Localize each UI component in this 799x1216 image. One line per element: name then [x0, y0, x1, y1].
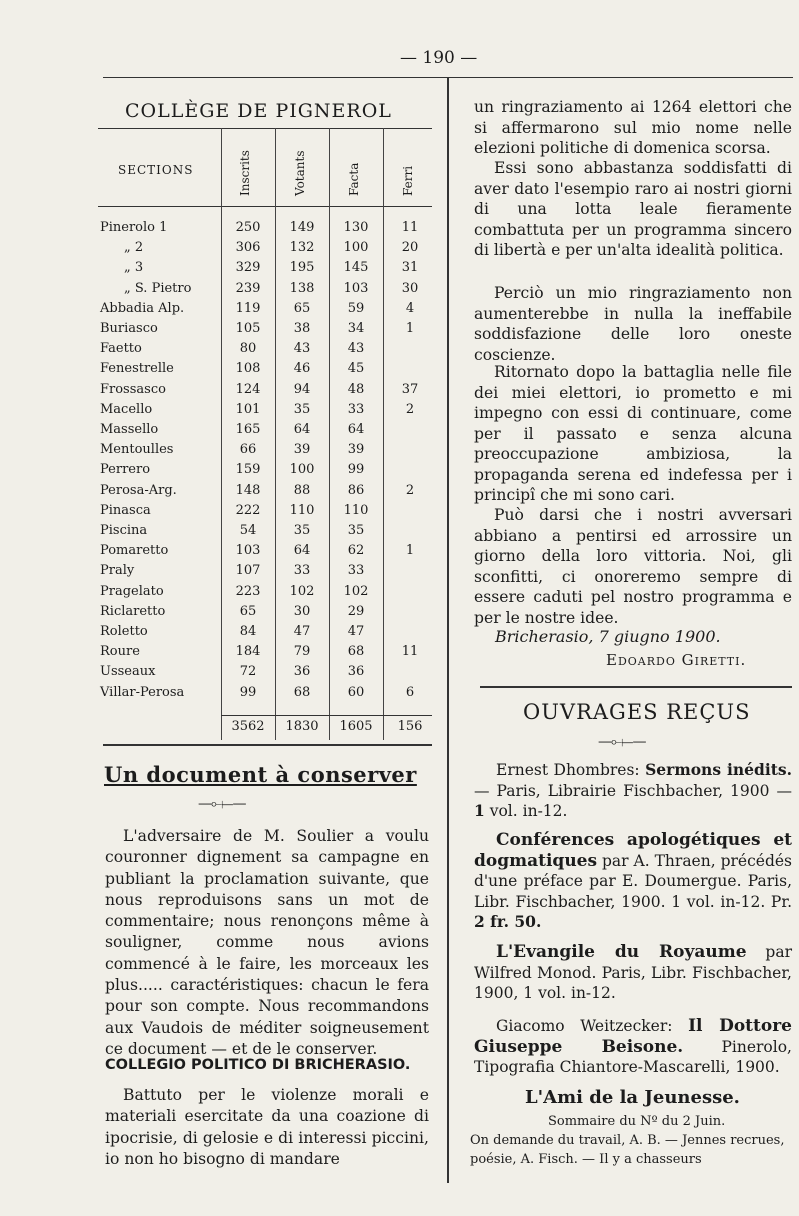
cell-votants: 43	[293, 341, 311, 357]
cell-votants: 38	[293, 321, 311, 336]
table-row	[98, 220, 432, 240]
table-row	[98, 361, 432, 381]
cell-facta: 59	[347, 300, 365, 316]
proclamation-p5: Può darsi che i nostri avversari abbiano a pentirsi ed arrossire un giorno della loro vittoria. Noi, gli sconfitti, ci onoreremo sempre di essere caduti pel nostro programma e per le nostre idee.	[474, 506, 792, 627]
book-title: Sermons inédits.	[645, 760, 792, 779]
cell-facta: 86	[347, 482, 365, 498]
ornament: —⟜⟝—	[198, 796, 246, 812]
section-name: Riclaretto	[100, 603, 166, 619]
cell-inscrits: 105	[235, 321, 261, 336]
section-name: Macello	[100, 401, 153, 417]
section-name: Perrero	[100, 462, 151, 478]
section-rule	[480, 686, 792, 688]
cell-inscrits: 72	[239, 664, 257, 680]
table-title: COLLÈGE DE PIGNEROL	[125, 100, 392, 122]
section-name: Massello	[100, 422, 159, 437]
collegio-heading: COLLEGIO POLITICO DI BRICHERASIO.	[105, 1057, 411, 1073]
cell-votants: 149	[289, 220, 315, 235]
book-title: Il Dottore Giuseppe Beisone.	[474, 1016, 792, 1057]
cell-votants: 64	[293, 422, 311, 437]
cell-inscrits: 329	[235, 260, 261, 276]
section-name: Pinasca	[100, 502, 151, 518]
section-name: Usseaux	[100, 664, 156, 680]
cell-facta: 103	[343, 280, 369, 296]
cell-facta: 29	[347, 603, 365, 619]
section-name: Piscina	[100, 523, 148, 538]
col-header-inscrits: Inscrits	[238, 150, 252, 196]
cell-votants: 47	[293, 624, 311, 639]
section-name: Abbadia Alp.	[100, 300, 185, 316]
book-details: — Paris, Librairie Fischbacher, 1900 —	[474, 781, 792, 800]
table-row	[98, 462, 432, 482]
book-details: Pinerolo, Tipografia Chiantore-Mascarelli, 1900.	[474, 1037, 792, 1076]
ornament: —⟜⟝—	[598, 734, 646, 750]
cell-ferri: 1	[405, 543, 415, 559]
col-header-votants: Votants	[293, 150, 307, 196]
total-ferri: 156	[397, 719, 423, 734]
section-name: „ S. Pietro	[124, 280, 192, 296]
col-header-facta: Facta	[347, 162, 361, 196]
cell-votants: 110	[289, 502, 315, 518]
table-row	[98, 685, 432, 705]
book-title: L'Evangile du Royaume	[496, 942, 747, 962]
cell-ferri: 37	[401, 381, 419, 397]
cell-votants: 195	[289, 260, 315, 276]
sommaire: Sommaire du Nº du 2 Juin.	[548, 1114, 726, 1129]
article-intro: L'adversaire de M. Soulier a voulu couronner dignement sa campagne en publiant la proclamation suivante, que nous reproduisons sans un mot de commentaire; nous renonçons même à souligner, comme nous avions commencé à le faire, les morceaux les plus..... caractéristiques: chacun le fera pour son compte. Nous recommandons aux Vaudois de méditer soigneusement ce document — et de le conserver.	[105, 827, 429, 1058]
book-volume: 1	[474, 801, 485, 820]
table-row	[98, 260, 432, 280]
proclamation-p2: Essi sono abbastanza soddisfatti di aver dato l'esempio raro ai nostri giorni di una lotta leale fieramente combattuta per un programma sincero di libertà e per un'alta idealità politica.	[474, 159, 792, 259]
proclamation-start: Battuto per le violenze morali e materiali esercitate da una coazione di ipocrisie, di gelosie e di interessi piccini, io non ho bisogno di mandare	[105, 1086, 429, 1168]
column-divider	[447, 78, 449, 1183]
cell-inscrits: 223	[235, 583, 261, 599]
section-name: „ 2	[124, 240, 144, 256]
table-row	[98, 503, 432, 523]
cell-facta: 110	[343, 502, 369, 518]
cell-ferri: 2	[405, 482, 415, 498]
section-name: Faetto	[100, 341, 142, 357]
cell-facta: 102	[343, 583, 369, 599]
table-row	[98, 664, 432, 684]
section-name: Perosa-Arg.	[100, 482, 177, 498]
cell-facta: 64	[347, 422, 365, 437]
cell-inscrits: 65	[239, 603, 257, 619]
cell-facta: 48	[347, 381, 365, 397]
cell-inscrits: 165	[235, 422, 261, 437]
total-inscrits: 3562	[231, 719, 265, 734]
cell-votants: 132	[289, 240, 315, 256]
cell-inscrits: 250	[235, 220, 261, 235]
totals-rule	[221, 715, 432, 716]
cell-votants: 68	[293, 684, 311, 700]
book-author: Giacomo Weitzecker:	[496, 1017, 689, 1035]
cell-votants: 138	[289, 280, 315, 296]
table-row	[98, 382, 432, 402]
section-name: Roure	[100, 644, 140, 660]
cell-votants: 35	[293, 523, 311, 538]
table-row	[98, 483, 432, 503]
cell-inscrits: 239	[235, 280, 261, 296]
cell-ferri: 11	[401, 644, 419, 660]
table-row	[98, 341, 432, 361]
cell-votants: 33	[293, 563, 311, 579]
cell-inscrits: 103	[235, 543, 261, 559]
cell-facta: 145	[343, 260, 369, 276]
cell-inscrits: 84	[239, 624, 257, 639]
article-title: Un document à conserver	[104, 762, 417, 787]
section-name: Praly	[100, 563, 135, 579]
cell-facta: 60	[347, 684, 365, 700]
page-number: — 190 —	[400, 48, 478, 68]
cell-votants: 88	[293, 482, 311, 498]
cell-votants: 35	[293, 401, 311, 417]
cell-votants: 102	[289, 583, 315, 599]
section-name: Pinerolo 1	[100, 220, 168, 235]
cell-facta: 39	[347, 442, 365, 458]
cell-facta: 36	[347, 664, 365, 680]
cell-inscrits: 148	[235, 482, 261, 498]
cell-ferri: 6	[405, 684, 415, 700]
book-author: Ernest Dhombres:	[496, 761, 646, 779]
section-name: Buriasco	[100, 321, 158, 336]
cell-votants: 100	[289, 462, 315, 478]
cell-facta: 62	[347, 543, 365, 559]
cell-facta: 45	[347, 361, 365, 377]
table-row	[98, 240, 432, 260]
book-details: par Wilfred Monod. Paris, Libr. Fischbacher, 1900, 1 vol. in-12.	[474, 943, 792, 1002]
cell-facta: 35	[347, 523, 365, 538]
table-row	[98, 604, 432, 624]
book-entry-4	[474, 1016, 792, 1078]
cell-inscrits: 66	[239, 442, 257, 458]
table-row	[98, 281, 432, 301]
book-entry-1	[474, 760, 792, 822]
total-votants: 1830	[285, 719, 319, 734]
cell-inscrits: 124	[235, 381, 261, 397]
cell-ferri: 20	[401, 240, 419, 256]
cell-ferri: 4	[405, 300, 415, 316]
cell-facta: 100	[343, 240, 369, 256]
place-date: Bricherasio, 7 giugno 1900.	[495, 627, 721, 646]
proclamation-p3: Perciò un mio ringraziamento non aumenterebbe in nulla la ineffabile soddisfazione delle loro oneste coscienze.	[474, 284, 792, 364]
section-name: Frossasco	[100, 381, 166, 397]
cell-facta: 99	[347, 462, 365, 478]
table-row	[98, 563, 432, 583]
cell-inscrits: 159	[235, 462, 261, 478]
table-row	[98, 321, 432, 341]
section-name: Mentoulles	[100, 442, 174, 458]
cell-inscrits: 222	[235, 502, 261, 518]
cell-inscrits: 108	[235, 361, 261, 377]
periodical-title: L'Ami de la Jeunesse.	[525, 1087, 740, 1108]
proclamation-p4: Ritornato dopo la battaglia nelle file dei miei elettori, io prometto e mi impegno con essi di continuare, come per il passato e senza alcuna preoccupazione ambiziosa, la propaganda serena ed indefessa per i principî che mi sono cari.	[474, 363, 792, 504]
cell-ferri: 30	[401, 280, 419, 296]
table-top-rule	[98, 128, 432, 129]
cell-inscrits: 99	[239, 684, 257, 700]
book-entry-2	[474, 830, 792, 933]
section-name: Roletto	[100, 624, 148, 639]
signature: Edoardo Giretti.	[606, 651, 747, 669]
table-row	[98, 442, 432, 462]
section-name: Fenestrelle	[100, 361, 174, 377]
table-row	[98, 301, 432, 321]
col-header-ferri: Ferri	[401, 165, 415, 196]
section-name: Pomaretto	[100, 543, 169, 559]
cell-inscrits: 119	[235, 300, 261, 316]
cell-votants: 36	[293, 664, 311, 680]
table-row	[98, 584, 432, 604]
table-bottom-rule	[103, 744, 432, 746]
cell-votants: 94	[293, 381, 311, 397]
book-format: vol. in-12.	[484, 802, 568, 820]
col-header-sections: SECTIONS	[118, 163, 194, 177]
book-title: Conférences apologétiques et dogmatiques	[474, 830, 792, 871]
section-name: Villar-Perosa	[100, 684, 185, 700]
cell-votants: 64	[293, 543, 311, 559]
cell-inscrits: 80	[239, 341, 257, 357]
cell-votants: 39	[293, 442, 311, 458]
cell-facta: 47	[347, 624, 365, 639]
section-name: Pragelato	[100, 583, 164, 599]
cell-inscrits: 184	[235, 644, 261, 660]
section-name: „ 3	[124, 260, 144, 276]
total-facta: 1605	[339, 719, 373, 734]
book-entry-3	[474, 942, 792, 1004]
table-row	[98, 543, 432, 563]
cell-facta: 68	[347, 644, 365, 660]
sommaire-text: On demande du travail, A. B. — Jennes recrues, poésie, A. Fisch. — Il y a chasseurs	[470, 1133, 785, 1167]
table-row	[98, 624, 432, 644]
cell-ferri: 11	[401, 220, 419, 235]
cell-votants: 65	[293, 300, 311, 316]
cell-facta: 130	[343, 220, 369, 235]
cell-ferri: 31	[401, 260, 419, 276]
book-price: 2 fr. 50.	[474, 912, 542, 931]
cell-inscrits: 54	[239, 523, 257, 538]
cell-votants: 30	[293, 603, 311, 619]
cell-ferri: 1	[405, 321, 415, 336]
cell-facta: 33	[347, 401, 365, 417]
header-bottom-rule	[98, 206, 432, 207]
cell-votants: 79	[293, 644, 311, 660]
table-row	[98, 402, 432, 422]
cell-inscrits: 306	[235, 240, 261, 256]
table-row	[98, 422, 432, 442]
table-row	[98, 644, 432, 664]
cell-facta: 34	[347, 321, 365, 336]
cell-inscrits: 107	[235, 563, 261, 579]
cell-facta: 43	[347, 341, 365, 357]
ouvrages-title: OUVRAGES REÇUS	[523, 700, 751, 724]
table-row	[98, 523, 432, 543]
cell-ferri: 2	[405, 401, 415, 417]
cell-inscrits: 101	[235, 401, 261, 417]
cell-votants: 46	[293, 361, 311, 377]
cell-facta: 33	[347, 563, 365, 579]
book-details: par A. Thraen, précédés d'une préface par E. Doumergue. Paris, Libr. Fischbacher, 1900. 1 vol. in-12. Pr.	[474, 851, 792, 911]
proclamation-p1: un ringraziamento ai 1264 elettori che si affermarono sul mio nome nelle elezioni politiche di domenica scorsa.	[474, 98, 792, 157]
